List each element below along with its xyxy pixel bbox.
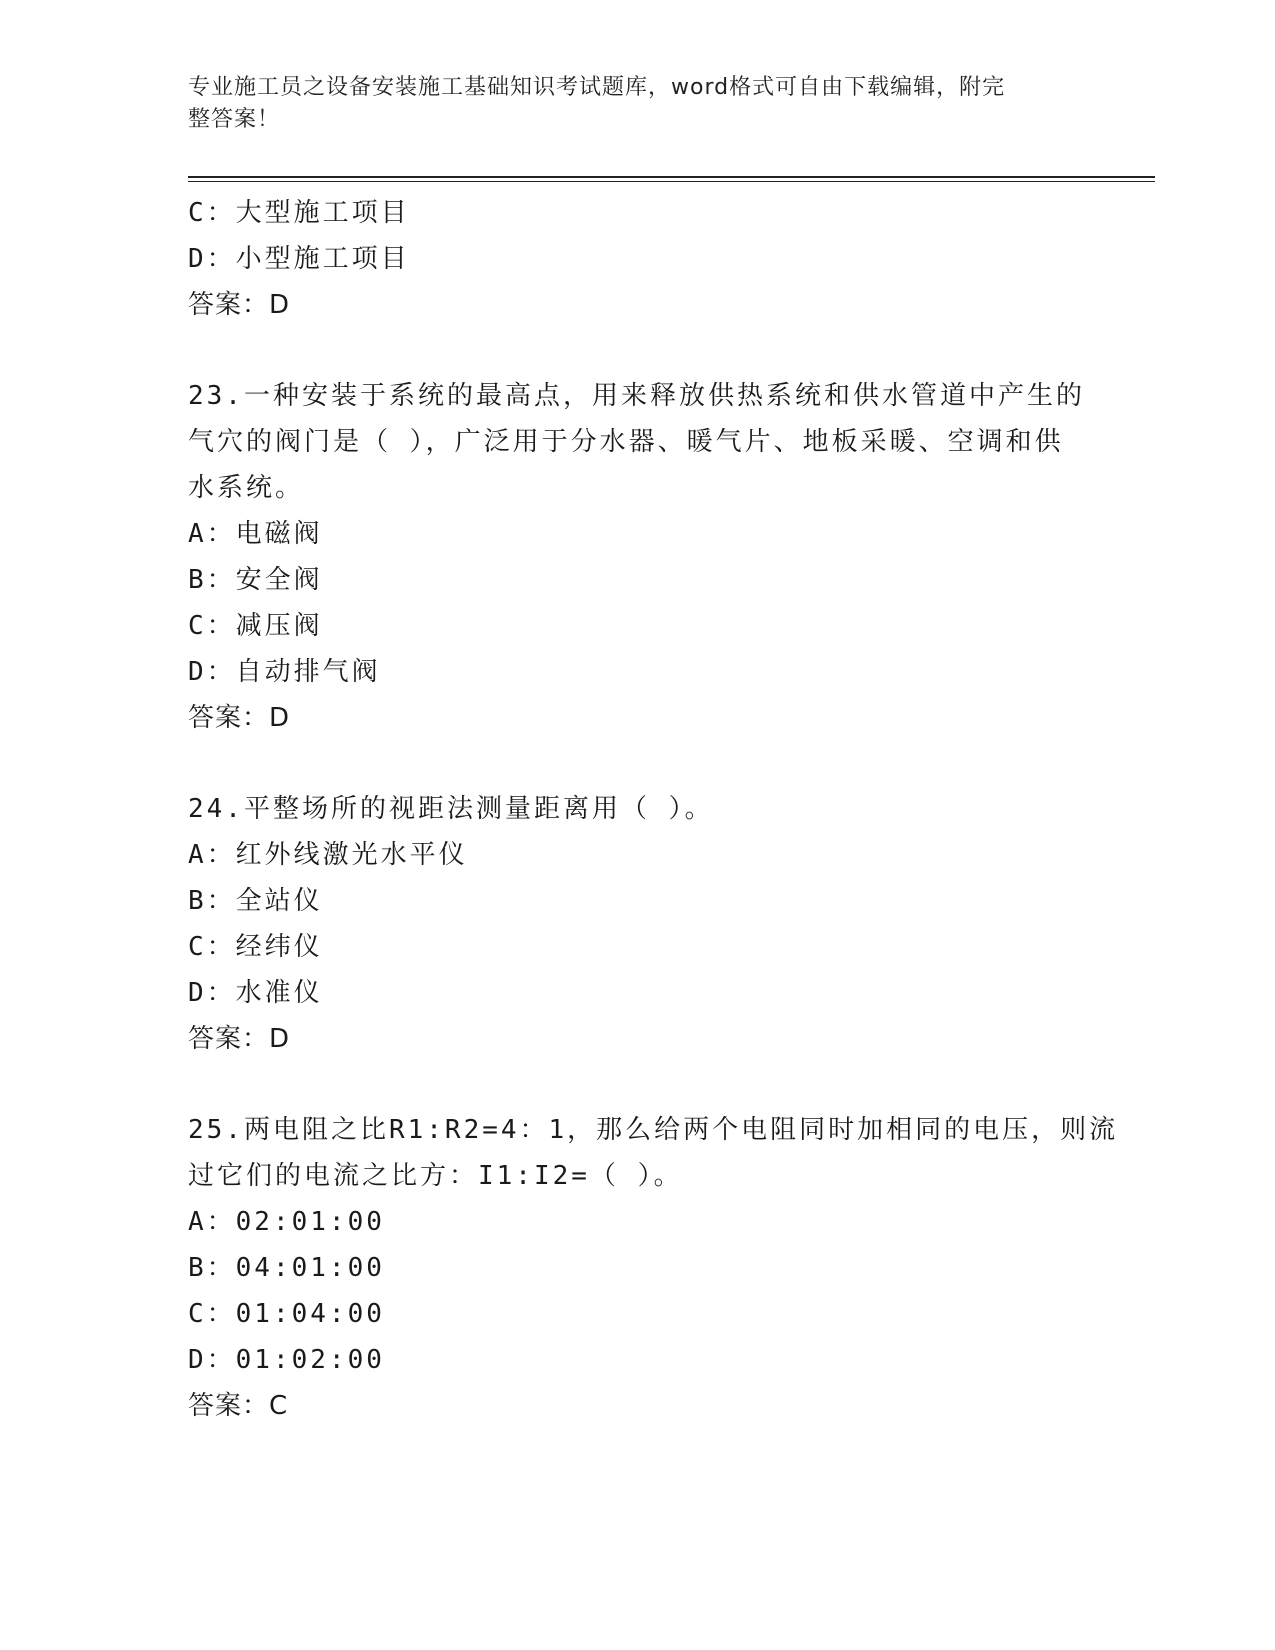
- question-23: [188, 373, 1088, 741]
- question-stem: 水系统。: [188, 473, 305, 503]
- question-stem: 25.两电阻之比R1:R2=4：1，那么给两个电阻同时加相同的电压，则流: [188, 1115, 1119, 1145]
- answer: 答案：D: [188, 290, 291, 320]
- option-c: C：大型施工项目: [188, 198, 410, 228]
- option-c: C：经纬仪: [188, 932, 323, 962]
- header-title-line-1: 专业施工员之设备安装施工基础知识考试题库，word格式可自由下载编辑，附完: [188, 75, 1006, 100]
- question-stem: 24.平整场所的视距法测量距离用（ ）。: [188, 794, 714, 824]
- answer: 答案：C: [188, 1391, 289, 1421]
- option-b: B：04:01:00: [188, 1253, 385, 1283]
- header-title-line-2: 整答案！: [188, 107, 281, 132]
- option-b: B：安全阀: [188, 565, 323, 595]
- option-b: B：全站仪: [188, 886, 323, 916]
- answer: 答案：D: [188, 1024, 291, 1054]
- question-22-tail: [188, 190, 1088, 328]
- question-25: [188, 1107, 1119, 1429]
- spacer: [188, 328, 1088, 373]
- document-header: [188, 72, 1068, 136]
- header-divider-thin: [188, 181, 1155, 182]
- option-d: D：自动排气阀: [188, 657, 381, 687]
- option-d: D：水准仪: [188, 978, 323, 1008]
- question-stem: 气穴的阀门是（ ），广泛用于分水器、暖气片、地板采暖、空调和供: [188, 427, 1064, 457]
- spacer: [188, 741, 1088, 786]
- option-a: A：电磁阀: [188, 519, 323, 549]
- answer: 答案：D: [188, 703, 291, 733]
- option-d: D：01:02:00: [188, 1345, 385, 1375]
- question-stem: 23.一种安装于系统的最高点，用来释放供热系统和供水管道中产生的: [188, 381, 1085, 411]
- question-list: [188, 190, 1119, 1429]
- option-d: D：小型施工项目: [188, 244, 410, 274]
- question-24: [188, 786, 1088, 1062]
- option-a: A：红外线激光水平仪: [188, 840, 468, 870]
- spacer: [188, 1062, 1088, 1107]
- header-divider-thick: [188, 176, 1155, 178]
- option-c: C：减压阀: [188, 611, 323, 641]
- option-a: A：02:01:00: [188, 1207, 385, 1237]
- question-stem: 过它们的电流之比方：I1:I2=（ ）。: [188, 1161, 683, 1191]
- option-c: C：01:04:00: [188, 1299, 385, 1329]
